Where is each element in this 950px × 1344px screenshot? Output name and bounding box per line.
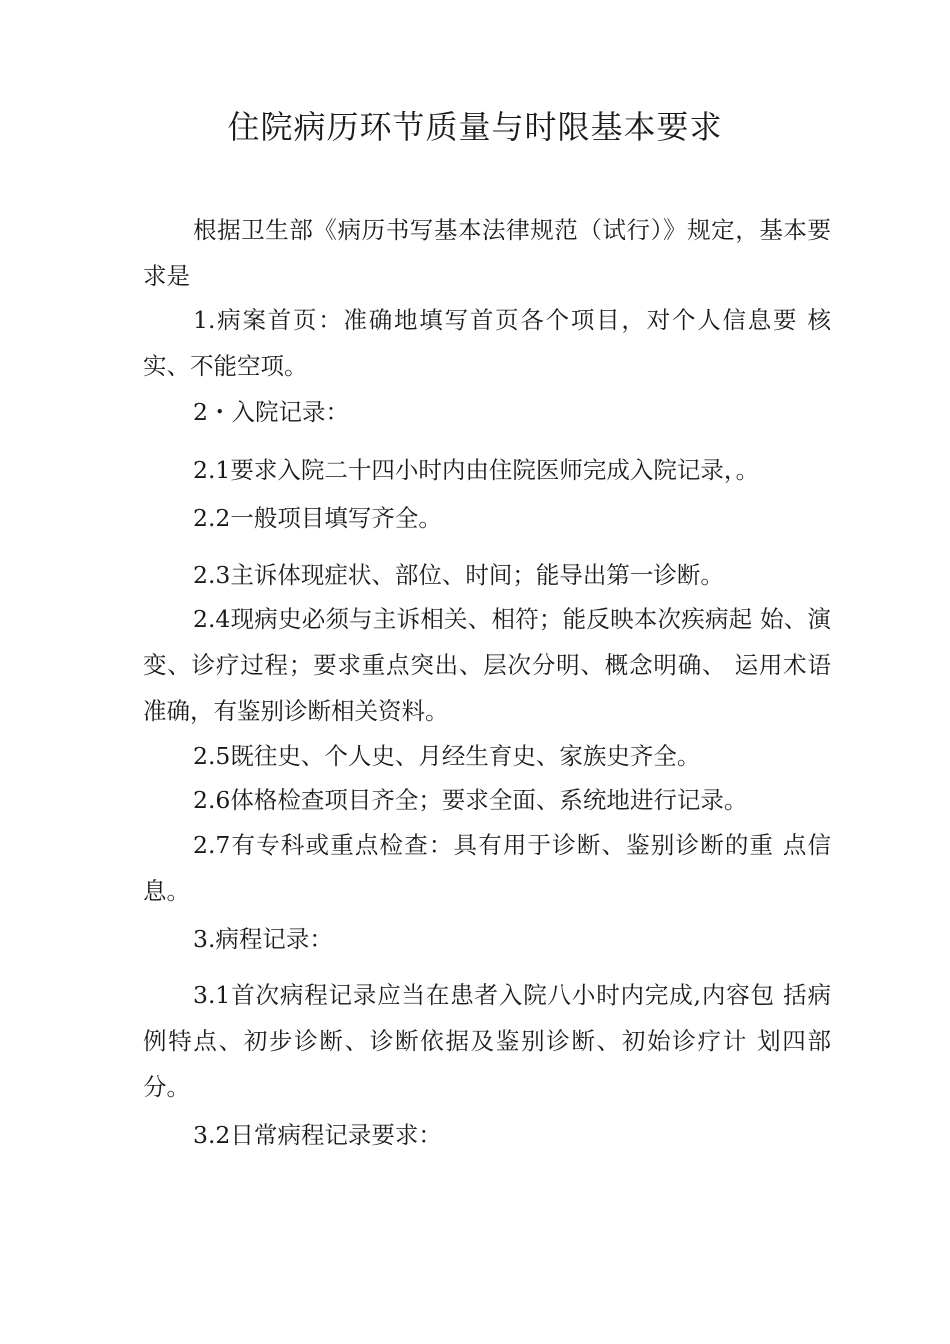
document-title: 住院病历环节质量与时限基本要求: [227, 108, 723, 146]
paragraph-2-4: 2.4现病史必须与主诉相关、相符；能反映本次疾病起 始、演变、诊疗过程；要求重点突出、层次分明、概念明确、 运用术语准确，有鉴别诊断相关资料。: [143, 605, 831, 725]
paragraph-3-1: 3.1首次病程记录应当在患者入院八小时内完成,内容包 括病例特点、初步诊断、诊断依据及鉴别诊断、初始诊疗计 划四部分。: [143, 981, 831, 1101]
paragraph-3-2: 3.2日常病程记录要求：: [193, 1121, 442, 1149]
paragraph-1: 1.病案首页：准确地填写首页各个项目，对个人信息要 核实、不能空项。: [143, 306, 831, 380]
paragraph-3: 3.病程记录：: [193, 925, 333, 953]
paragraph-2: 2・入院记录：: [193, 398, 349, 426]
paragraph-2-6: 2.6体格检查项目齐全；要求全面、系统地进行记录。: [193, 786, 748, 814]
paragraph-2-1: 2.1要求入院二十四小时内由住院医师完成入院记录，。: [193, 456, 760, 484]
paragraph-intro: 根据卫生部《病历书写基本法律规范（试行）》规定，基本要求是: [143, 216, 831, 290]
paragraph-2-3: 2.3主诉体现症状、部位、时间；能导出第一诊断。: [193, 561, 724, 589]
paragraph-2-5: 2.5既往史、个人史、月经生育史、家族史齐全。: [193, 742, 701, 770]
paragraph-2-7: 2.7有专科或重点检查：具有用于诊断、鉴别诊断的重 点信息。: [143, 831, 831, 905]
paragraph-2-2: 2.2一般项目填写齐全。: [193, 504, 442, 532]
